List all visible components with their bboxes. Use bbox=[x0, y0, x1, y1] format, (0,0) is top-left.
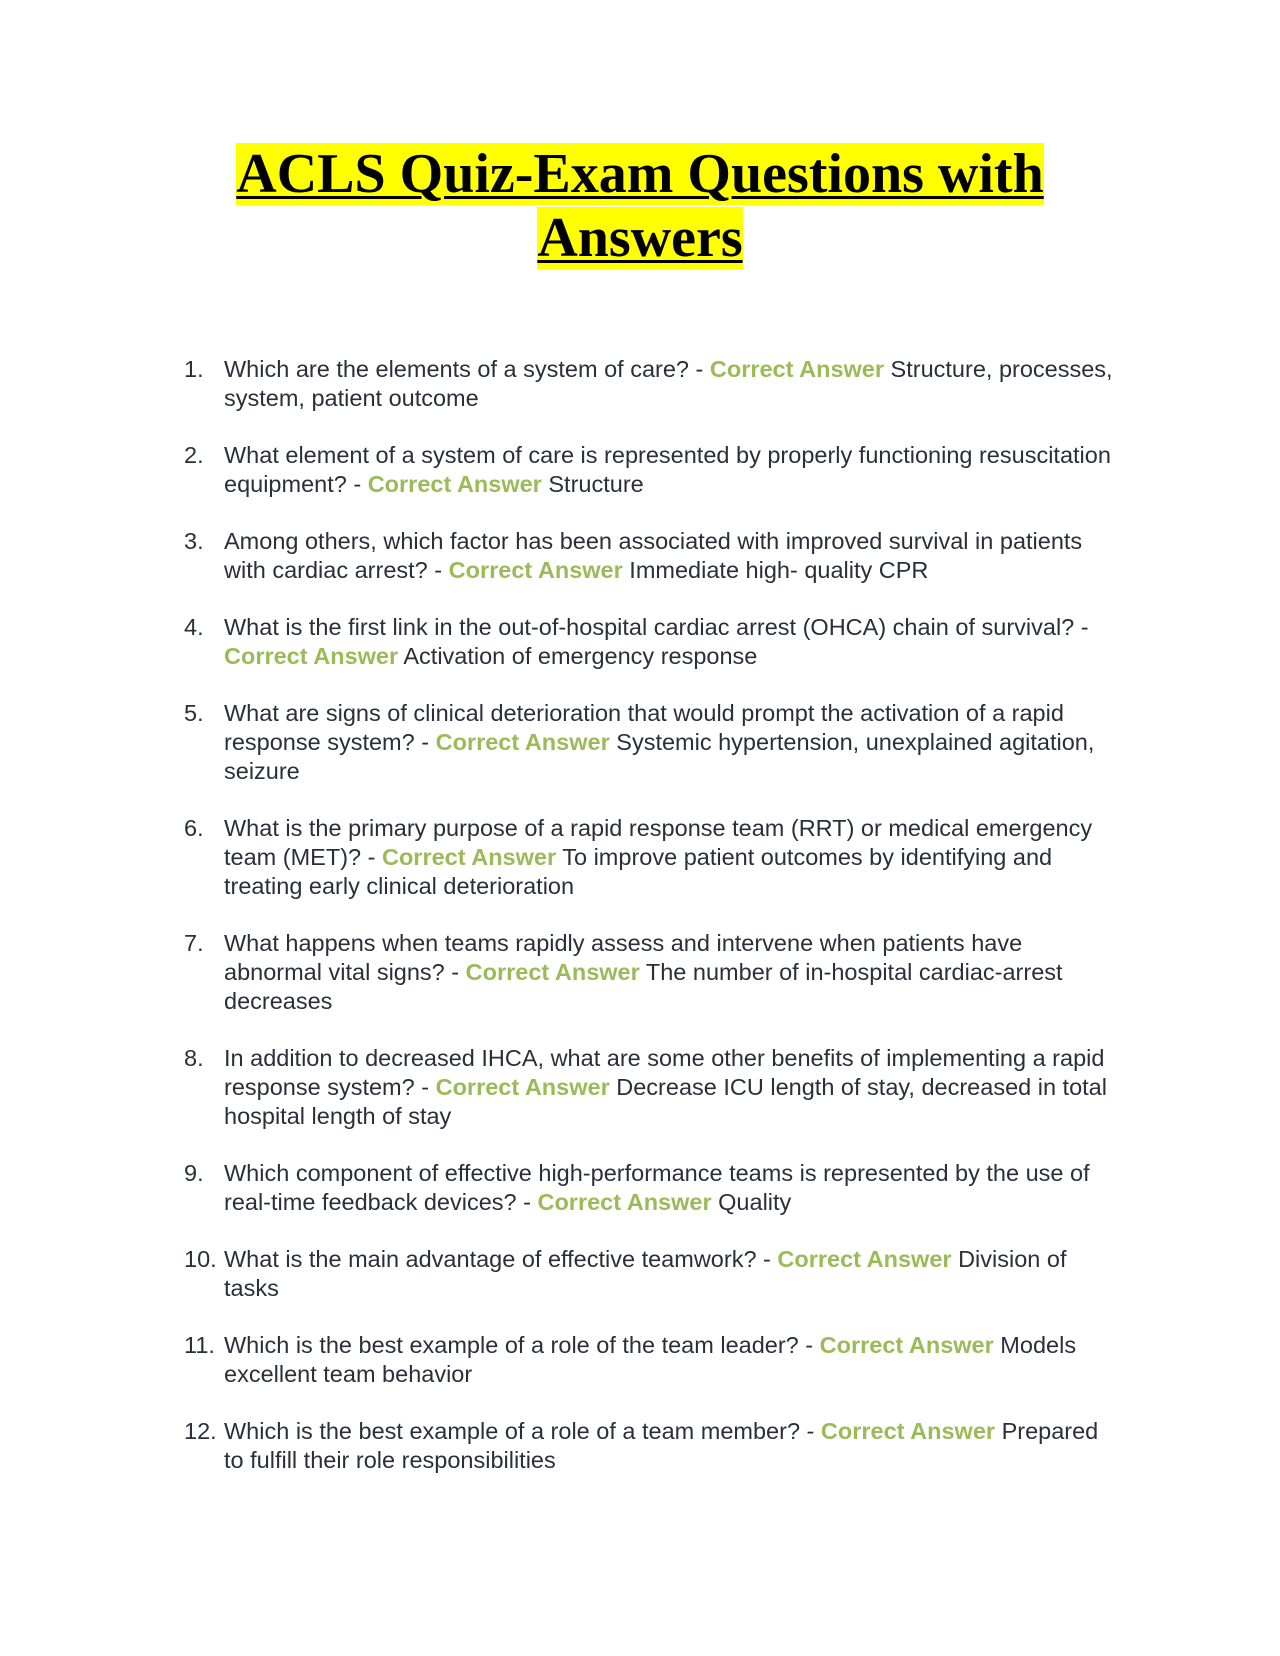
answer-text: Prepared to fulfill their role responsibilities bbox=[224, 1418, 1099, 1473]
question-text: Which is the best example of a role of a team member? - bbox=[224, 1418, 821, 1444]
answer-text: Activation of emergency response bbox=[398, 643, 758, 669]
list-item bbox=[184, 1245, 1124, 1303]
answer-text: Structure bbox=[541, 471, 644, 497]
item-number: 8. bbox=[184, 1045, 204, 1071]
title-text: ACLS Quiz-Exam Questions with Answers bbox=[236, 143, 1044, 269]
answer-label: Correct Answer bbox=[537, 1189, 712, 1215]
item-number: 3. bbox=[184, 528, 204, 554]
list-item bbox=[184, 1159, 1124, 1217]
answer-text: Decrease ICU length of stay, decreased in total hospital length of stay bbox=[224, 1074, 1107, 1129]
question-text: What is the main advantage of effective teamwork? - bbox=[224, 1246, 778, 1272]
answer-label: Correct Answer bbox=[777, 1246, 952, 1272]
list-item bbox=[184, 929, 1124, 1016]
answer-label: Correct Answer bbox=[819, 1332, 994, 1358]
question-list bbox=[184, 355, 1124, 1503]
answer-text: To improve patient outcomes by identifying and treating early clinical deterioration bbox=[224, 844, 1053, 899]
answer-label: Correct Answer bbox=[381, 844, 557, 870]
item-number: 5. bbox=[184, 700, 204, 726]
answer-text: Quality bbox=[711, 1189, 792, 1215]
question-text: What is the primary purpose of a rapid response team (RRT) or medical emergency team (MET)? - bbox=[224, 815, 1093, 870]
document-title bbox=[180, 142, 1100, 270]
item-number: 11. bbox=[184, 1332, 215, 1358]
answer-label: Correct Answer bbox=[465, 959, 640, 985]
list-item bbox=[184, 814, 1124, 901]
list-item bbox=[184, 1044, 1124, 1131]
answer-label: Correct Answer bbox=[367, 471, 542, 497]
answer-label: Correct Answer bbox=[435, 1074, 610, 1100]
list-item bbox=[184, 1331, 1124, 1389]
answer-text: Immediate high- quality CPR bbox=[622, 557, 929, 583]
question-text: What are signs of clinical deterioration that would prompt the activation of a rapid response system? - bbox=[224, 700, 1064, 755]
question-text: Which is the best example of a role of the team leader? - bbox=[224, 1332, 820, 1358]
question-text: Which are the elements of a system of care? - bbox=[224, 356, 710, 382]
list-item bbox=[184, 699, 1124, 786]
list-item bbox=[184, 441, 1124, 499]
question-text: What element of a system of care is represented by properly functioning resuscitation equipment? - bbox=[224, 442, 1111, 497]
answer-text: The number of in-hospital cardiac-arrest decreases bbox=[224, 959, 1063, 1014]
list-item bbox=[184, 355, 1124, 413]
list-item bbox=[184, 613, 1124, 671]
answer-text: Structure, processes, system, patient outcome bbox=[224, 356, 1113, 411]
item-number: 7. bbox=[184, 930, 204, 956]
list-item bbox=[184, 1417, 1124, 1475]
question-text: What is the first link in the out-of-hospital cardiac arrest (OHCA) chain of survival? - bbox=[224, 614, 1089, 640]
item-number: 2. bbox=[184, 442, 204, 468]
item-number: 9. bbox=[184, 1160, 204, 1186]
question-text: What happens when teams rapidly assess and intervene when patients have abnormal vital signs? - bbox=[224, 930, 1023, 985]
answer-text: Models excellent team behavior bbox=[224, 1332, 1077, 1387]
answer-label: Correct Answer bbox=[224, 643, 399, 669]
item-number: 1. bbox=[184, 356, 204, 382]
answer-label: Correct Answer bbox=[435, 729, 610, 755]
item-number: 4. bbox=[184, 614, 204, 640]
item-number: 6. bbox=[184, 815, 204, 841]
answer-label: Correct Answer bbox=[709, 356, 885, 382]
question-text: Among others, which factor has been associated with improved survival in patients with cardiac arrest? - bbox=[224, 528, 1083, 583]
answer-text: Systemic hypertension, unexplained agitation, seizure bbox=[224, 729, 1095, 784]
item-number: 12. bbox=[184, 1418, 217, 1444]
answer-label: Correct Answer bbox=[820, 1418, 996, 1444]
item-number: 10. bbox=[184, 1246, 217, 1272]
list-item bbox=[184, 527, 1124, 585]
question-text: Which component of effective high-performance teams is represented by the use of real-time feedback devices? - bbox=[224, 1160, 1090, 1215]
question-text: In addition to decreased IHCA, what are some other benefits of implementing a rapid response system? - bbox=[224, 1045, 1105, 1100]
answer-label: Correct Answer bbox=[448, 557, 623, 583]
answer-text: Division of tasks bbox=[224, 1246, 1067, 1301]
